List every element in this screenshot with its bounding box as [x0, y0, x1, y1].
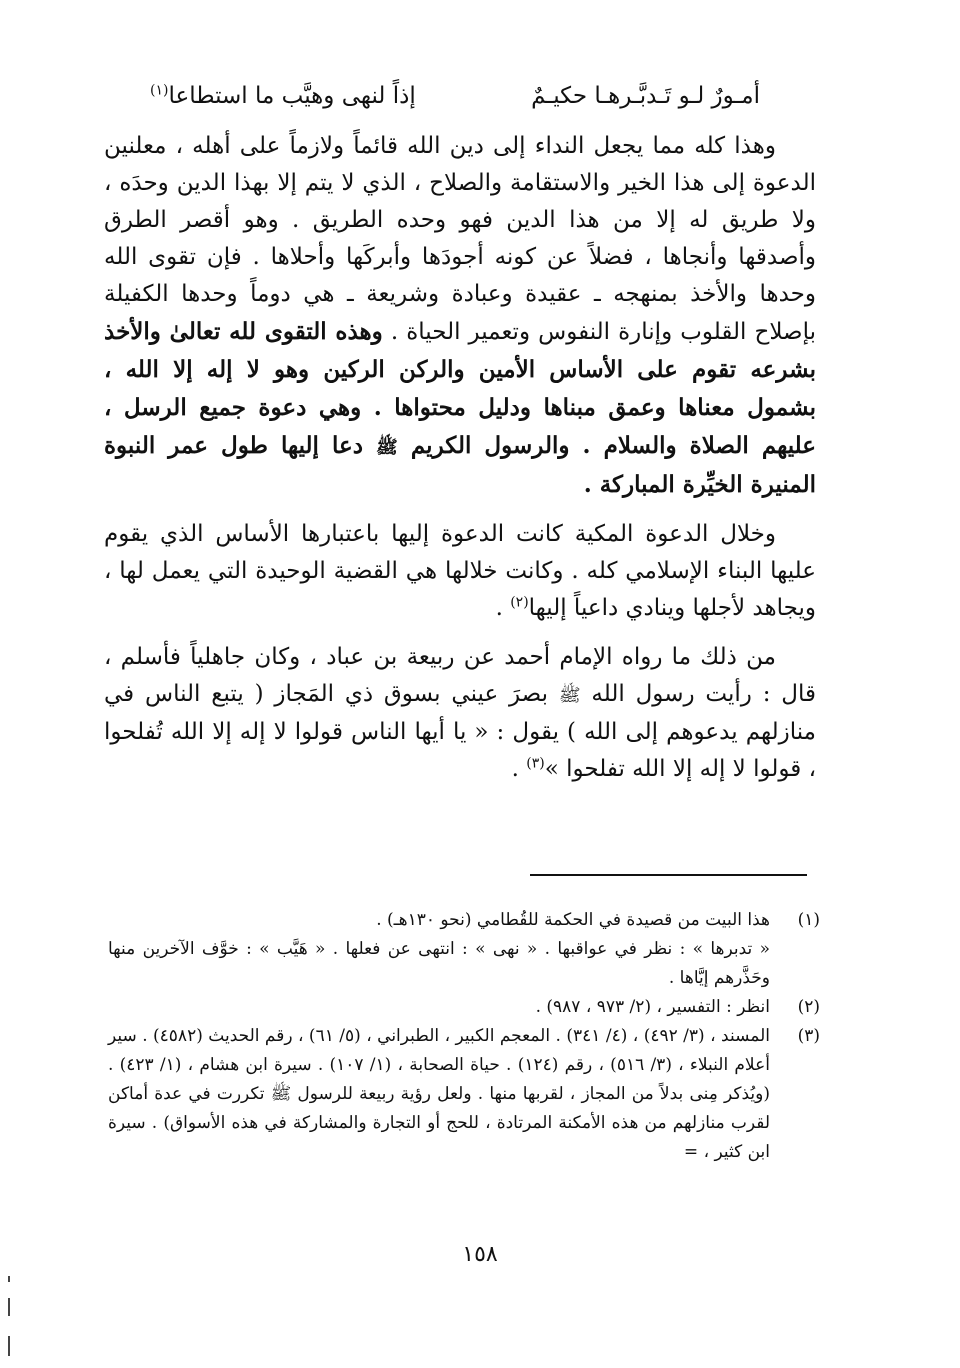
footnote-body: [108, 1022, 770, 1167]
paragraph-text-segment: وهذه التقوى لله تعالىٰ والأخذ بشرعه تقوم على الأساس الأمين والركن الركين وهو لا إله إلا الله ، بشمول معناها وعمق مبناها ودليل محتواها . وهي دعوة جميع الرسل ، عليهم الصلاة والسلام . والرسول الكريم: [104, 318, 817, 459]
page-number: ١٥٨: [462, 1242, 498, 1267]
salawat-seal: ﷺ: [376, 437, 398, 458]
footnote-line: المسند ، (٣/ ٤٩٢) ، (٤/ ٣٤١) . المعجم الكبير ، الطبراني ، (٥/ ٦١) ، رقم الحديث (٤٥٨٢) . سير أعلام النبلاء ، (٣/ ٥١٦) ، رقم (١٢٤) . حياة الصحابة ، (١/ ١٠٧) . سيرة ابن هشام ، (١/ ٤٢٣) . (ويُذكر مِنى بدلاً من المجاز ، لقربها منها . ولعل رؤية ربيعة للرسول ﷺ تكررت في عدة أماكن لقرب منازلهم من هذه الأمكنة المرتادة ، للحج أو التجارة والمشاركة في هذه الأسواق) . سيرة ابن كثير ، =: [108, 1026, 770, 1162]
paragraph-text-segment: من ذلك ما رواه الإمام أحمد عن ربيعة بن عباد ، وكان جاهلياً فأسلم ، قال : رأيت رسول الله: [104, 644, 816, 707]
scan-mark: [8, 1336, 10, 1356]
footnote-3: [108, 1022, 820, 1167]
footnote-number: (١): [797, 910, 820, 930]
poetry-verse: [150, 76, 760, 116]
scan-mark: [8, 1298, 10, 1316]
scan-edge-marks: [8, 1276, 11, 1368]
scan-mark: [8, 1276, 10, 1282]
body-text: [104, 128, 816, 788]
verse-first-hemistich: أمـورٌ لـو تَـدبَّـرهـا حكيـمٌ: [531, 83, 760, 109]
paragraph-text-segment: .: [495, 595, 511, 621]
salawat-seal: ﷺ: [558, 685, 581, 706]
footnote-line: هذا البيت من قصيدة في الحكمة للقُطامي (نحو ١٣٠هـ) .: [376, 910, 770, 930]
paragraph-2: [104, 516, 816, 627]
footnote-line: « تدبرها » : نظر في عواقبها . « نهى » : انتهى عن فعلها . « هَيَّب » : خوَّف الآخرين منها وحَذَّرهم إيَّاها .: [108, 939, 770, 988]
verse-second-hemistich: [150, 76, 416, 116]
footnote-line: انظر : التفسير ، (٢/ ٩٧٣ ، ٩٨٧) .: [535, 997, 770, 1017]
paragraph-text-segment: .: [511, 756, 527, 782]
footnote-ref[interactable]: (٣): [526, 755, 545, 772]
footnote-2: [108, 993, 820, 1022]
paragraph-3: [104, 639, 816, 788]
paragraph-text-segment: دعا إليها طول عمر النبوة المنيرة الخيِّرة المباركة .: [104, 432, 816, 498]
footnote-ref[interactable]: (١): [150, 82, 169, 99]
paragraph-1: [104, 128, 816, 504]
footnote-body: [108, 906, 770, 993]
paragraph-text-segment: وهذا كله مما يجعل النداء إلى دين الله قائماً ولازماً على أهله ، معلنين الدعوة إلى هذا الخير والاستقامة والصلاح ، الذي لا يتم إلا بهذا الدين وحدَه ، ولا طريق له إلا من هذا الدين فهو وحده الطريق . وهو أقصر الطرق وأصدقها وأنجاها ، فضلاً عن كونه أجودَها وأبركَها وأحلاها . فإن تقوى الله وحدها والأخذ بمنهجه ـ عقيدة وعبادة وشريعة ـ هي دوماً وحدها الكفيلة بإصلاح القلوب وإنارة النفوس وتعمير الحياة .: [104, 133, 816, 345]
footnote-body: [108, 993, 770, 1022]
footnote-1: [108, 906, 820, 993]
footnote-number: (٣): [797, 1026, 820, 1046]
footnote-number: (٢): [797, 997, 820, 1017]
paragraph-text-segment: بصرَ عيني بسوق ذي المَجاز ( يتبع الناس في منازلهم يدعوهم إلى الله ) يقول : « يا أيها الناس قولوا لا إله إلا الله تُفلحوا ، قولوا لا إله إلا الله تفلحوا »: [104, 681, 816, 782]
footnote-ref[interactable]: (٢): [510, 594, 529, 611]
verse-second-hemistich-text: إذاً لنهى وهيَّب ما استطاعا: [168, 83, 416, 109]
footnote-separator: [530, 874, 807, 876]
footnotes: [108, 906, 820, 1167]
paragraph-text-segment: وخلال الدعوة المكية كانت الدعوة إليها باعتبارها الأساس الذي يقوم عليها البناء الإسلامي كله . وكانت خلالها هي القضية الوحيدة التي يعمل لها ، ويجاهد لأجلها وينادي داعياً إليها: [104, 521, 816, 621]
